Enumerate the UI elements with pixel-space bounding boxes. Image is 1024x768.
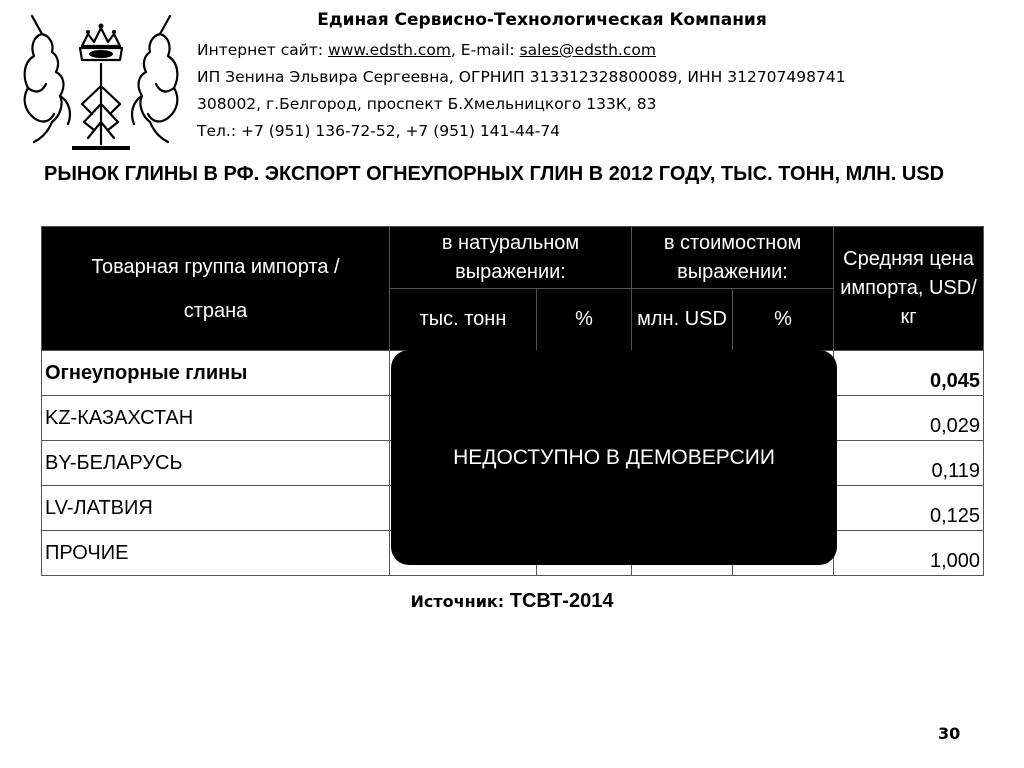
header-thous-tons: тыс. тонн — [390, 289, 537, 351]
row-name: Огнеупорные глины — [42, 351, 390, 396]
page-number: 30 — [938, 724, 961, 743]
email-label: , E-mail: — [450, 41, 520, 59]
row-name: KZ-КАЗАХСТАН — [42, 396, 390, 441]
company-name: Единая Сервисно-Технологическая Компания — [317, 10, 767, 30]
row-avg-price: 0,125 — [834, 486, 984, 531]
header-pct-value: % — [733, 289, 834, 351]
header-avg-price: Средняя цена импорта, USD/кг — [834, 227, 984, 351]
website-link[interactable]: www.edsth.com — [328, 41, 451, 59]
header-product-group — [42, 227, 390, 351]
phone-line: Тел.: +7 (951) 136-72-52, +7 (951) 141-44-74 — [197, 122, 561, 140]
row-avg-price: 0,045 — [834, 351, 984, 396]
source-value: ТСВТ-2014 — [509, 590, 614, 612]
row-avg-price: 0,119 — [834, 441, 984, 486]
header-mln-usd: млн. USD — [632, 289, 733, 351]
address-line: 308002, г.Белгород, проспект Б.Хмельницкого 133К, 83 — [197, 95, 657, 113]
source-line — [0, 590, 1024, 613]
contact-web-line — [197, 41, 656, 59]
header-product-group-line2: страна — [183, 299, 248, 322]
row-avg-price: 0,029 — [834, 396, 984, 441]
slide-title: РЫНОК ГЛИНЫ В РФ. ЭКСПОРТ ОГНЕУПОРНЫХ ГЛИН В 2012 ГОДУ, ТЫС. ТОНН, МЛН. USD — [44, 163, 945, 185]
legal-info-line: ИП Зенина Эльвира Сергеевна, ОГРНИП 313312328800089, ИНН 312707498741 — [197, 68, 846, 86]
header-value: в стоимостном выражении: — [632, 227, 834, 289]
demo-unavailable-overlay: НЕДОСТУПНО В ДЕМОВЕРСИИ — [391, 350, 837, 565]
header-pct-natural: % — [537, 289, 632, 351]
export-table-wrapper — [41, 226, 983, 576]
row-avg-price: 1,000 — [834, 531, 984, 576]
row-name: ПРОЧИЕ — [42, 531, 390, 576]
header-natural: в натуральном выражении: — [390, 227, 632, 289]
email-link[interactable]: sales@edsth.com — [519, 41, 656, 59]
header-product-group-line1: Товарная группа импорта / — [91, 255, 340, 278]
site-label: Интернет сайт: — [197, 41, 329, 59]
row-name: BY-БЕЛАРУСЬ — [42, 441, 390, 486]
row-name: LV-ЛАТВИЯ — [42, 486, 390, 531]
source-label: Источник: — [410, 592, 510, 611]
